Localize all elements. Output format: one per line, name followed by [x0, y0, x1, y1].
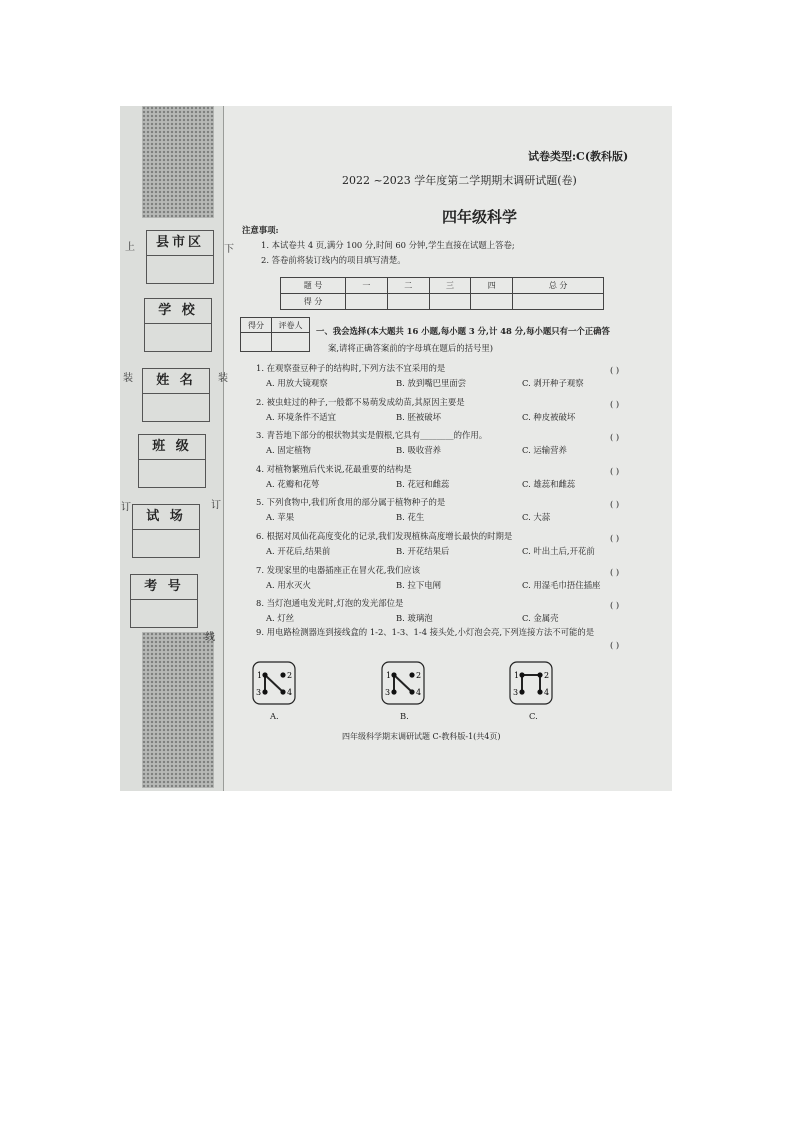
subject-title: 四年级科学: [442, 208, 518, 226]
circuit-diagram-a: [252, 661, 296, 705]
terminal-label: 3: [385, 688, 391, 697]
score-header: 一: [346, 278, 388, 294]
answer-blank[interactable]: ( ): [610, 465, 620, 476]
answer-blank[interactable]: ( ): [610, 365, 620, 375]
paper-type: 试卷类型:C(教科版): [528, 150, 629, 163]
answer-option[interactable]: B. 花生: [396, 512, 425, 523]
score-header: 二: [387, 278, 429, 294]
page-footer: 四年级科学期末调研试题 C-教科版-1(共4页): [342, 732, 501, 741]
score-cell[interactable]: [346, 294, 388, 310]
answer-option[interactable]: A. 苹果: [266, 512, 295, 523]
field-school-label: 学 校: [145, 299, 211, 324]
terminal-label: 1: [514, 671, 520, 680]
cut-label: 线: [205, 632, 215, 643]
answer-option[interactable]: A. 灯丝: [266, 613, 295, 624]
option-label: B.: [400, 711, 409, 721]
terminal-label: 4: [544, 688, 550, 697]
field-exam-number[interactable]: [130, 574, 198, 628]
answer-option[interactable]: A. 固定植物: [266, 445, 311, 456]
field-name-label: 姓 名: [143, 369, 209, 394]
section1-title: 一、我会选择(本大题共 16 小题,每小题 3 分,计 48 分,每小题只有一个正确答: [316, 326, 610, 336]
field-class[interactable]: [138, 434, 206, 488]
notes-item: 1. 本试卷共 4 页,满分 100 分,时间 60 分钟,学生直接在试题上答卷;: [261, 240, 515, 250]
score-header: 三: [429, 278, 471, 294]
question-stem: 6. 根据对凤仙花高度变化的记录,我们发现植株高度增长最快的时期是: [256, 531, 513, 541]
answer-option[interactable]: B. 开花结果后: [396, 546, 450, 556]
score-cell[interactable]: [471, 294, 513, 310]
answer-blank[interactable]: ( ): [610, 398, 620, 409]
cut-label: 上: [125, 242, 135, 253]
question-stem: 1. 在观察蚕豆种子的结构时,下列方法不宜采用的是: [256, 363, 446, 373]
answer-option[interactable]: B. 拉下电闸: [396, 579, 441, 590]
grader-score-label: 得分: [241, 318, 272, 333]
cut-label: 装: [218, 373, 228, 384]
answer-option[interactable]: C. 大蒜: [522, 512, 551, 523]
question-stem: 3. 青苔地下部分的根状物其实是假根,它具有________的作用。: [256, 430, 488, 441]
answer-option[interactable]: B. 花冠和雌蕊: [396, 478, 450, 489]
score-cell[interactable]: [387, 294, 429, 310]
field-exam-number-label: 考 号: [131, 575, 197, 600]
answer-blank[interactable]: ( ): [610, 432, 620, 443]
answer-option[interactable]: A. 环境条件不适宜: [266, 411, 336, 422]
score-header: 四: [471, 278, 513, 294]
question-stem: 2. 被虫蛀过的种子,一般都不易萌发成幼苗,其原因主要是: [256, 396, 465, 407]
anti-copy-pattern: [142, 632, 214, 788]
answer-option[interactable]: B. 胚被破坏: [396, 411, 441, 422]
score-cell[interactable]: [429, 294, 471, 310]
terminal-label: 4: [416, 688, 422, 697]
answer-option[interactable]: C. 金属壳: [522, 613, 559, 624]
cut-label: 装: [123, 373, 133, 384]
anti-copy-pattern: [142, 106, 214, 218]
terminal-label: 2: [544, 671, 550, 680]
notes-item: 2. 答卷前将装订线内的项目填写清楚。: [261, 255, 406, 265]
score-header: 总 分: [513, 278, 604, 294]
answer-blank[interactable]: ( ): [610, 533, 620, 543]
answer-blank[interactable]: ( ): [610, 600, 620, 611]
exam-title: 2022 ~2023 学年度第二学期期末调研试题(卷): [342, 174, 577, 187]
terminal-label: 1: [386, 671, 392, 680]
terminal-label: 4: [287, 688, 293, 697]
section1-title-cont: 案,请将正确答案前的字母填在题后的括号里): [328, 343, 494, 353]
answer-option[interactable]: C. 运输营养: [522, 445, 567, 456]
option-label: A.: [270, 711, 279, 721]
terminal-label: 2: [287, 671, 293, 680]
score-table: [280, 277, 604, 310]
question-stem: 4. 对植物繁殖后代来说,花最重要的结构是: [256, 463, 412, 474]
score-row-label: 得 分: [281, 294, 346, 310]
field-name[interactable]: [142, 368, 210, 422]
answer-option[interactable]: B. 吸收营养: [396, 445, 441, 456]
field-county-label: 县市区: [147, 231, 213, 256]
cut-label: 订: [211, 500, 221, 511]
answer-option[interactable]: C. 剥开种子观察: [522, 378, 584, 388]
field-school[interactable]: [144, 298, 212, 352]
field-room[interactable]: [132, 504, 200, 558]
notes-heading: 注意事项:: [242, 225, 279, 235]
answer-option[interactable]: C. 叶出土后,开花前: [522, 546, 595, 556]
option-label: C.: [529, 711, 538, 721]
score-header: 题 号: [281, 278, 346, 294]
question-stem: 9. 用电路检测器连到接线盒的 1-2、1-3、1-4 接头处,小灯泡会亮,下列连接方法不可能的是: [256, 627, 595, 637]
circuit-diagram-b: [381, 661, 425, 705]
question-stem: 8. 当灯泡通电发光时,灯泡的发光部位是: [256, 598, 404, 609]
answer-option[interactable]: A. 用水灭火: [266, 579, 311, 590]
answer-option[interactable]: A. 开花后,结果前: [266, 546, 331, 556]
answer-option[interactable]: A. 花瓣和花萼: [266, 478, 320, 489]
answer-blank[interactable]: ( ): [610, 499, 620, 510]
answer-option[interactable]: C. 雄蕊和雌蕊: [522, 478, 576, 489]
answer-blank[interactable]: ( ): [610, 640, 620, 650]
grader-name-label: 评卷人: [272, 318, 310, 333]
grader-table: [240, 317, 310, 352]
question-stem: 7. 发现家里的电器插座正在冒火花,我们应该: [256, 564, 421, 575]
field-county[interactable]: [146, 230, 214, 284]
answer-option[interactable]: C. 用湿毛巾捂住插座: [522, 579, 601, 590]
score-cell[interactable]: [513, 294, 604, 310]
grader-score-cell[interactable]: [241, 333, 272, 352]
field-class-label: 班 级: [139, 435, 205, 460]
answer-blank[interactable]: ( ): [610, 566, 620, 577]
answer-option[interactable]: A. 用放大镜观察: [266, 378, 328, 388]
field-room-label: 试 场: [133, 505, 199, 530]
answer-option[interactable]: B. 放到嘴巴里面尝: [396, 378, 467, 388]
answer-option[interactable]: C. 种皮被破坏: [522, 411, 576, 422]
answer-option[interactable]: B. 玻璃泡: [396, 613, 433, 624]
cut-label: 订: [121, 502, 131, 513]
exam-photo: [120, 106, 672, 791]
terminal-label: 2: [416, 671, 422, 680]
cut-label: 下: [224, 244, 234, 255]
terminal-label: 3: [513, 688, 519, 697]
terminal-label: 1: [257, 671, 263, 680]
grader-name-cell[interactable]: [272, 333, 310, 352]
terminal-label: 3: [256, 688, 262, 697]
binding-line: [223, 106, 224, 791]
circuit-diagram-c: [509, 661, 553, 705]
question-stem: 5. 下列食物中,我们所食用的部分属于植物种子的是: [256, 497, 446, 508]
